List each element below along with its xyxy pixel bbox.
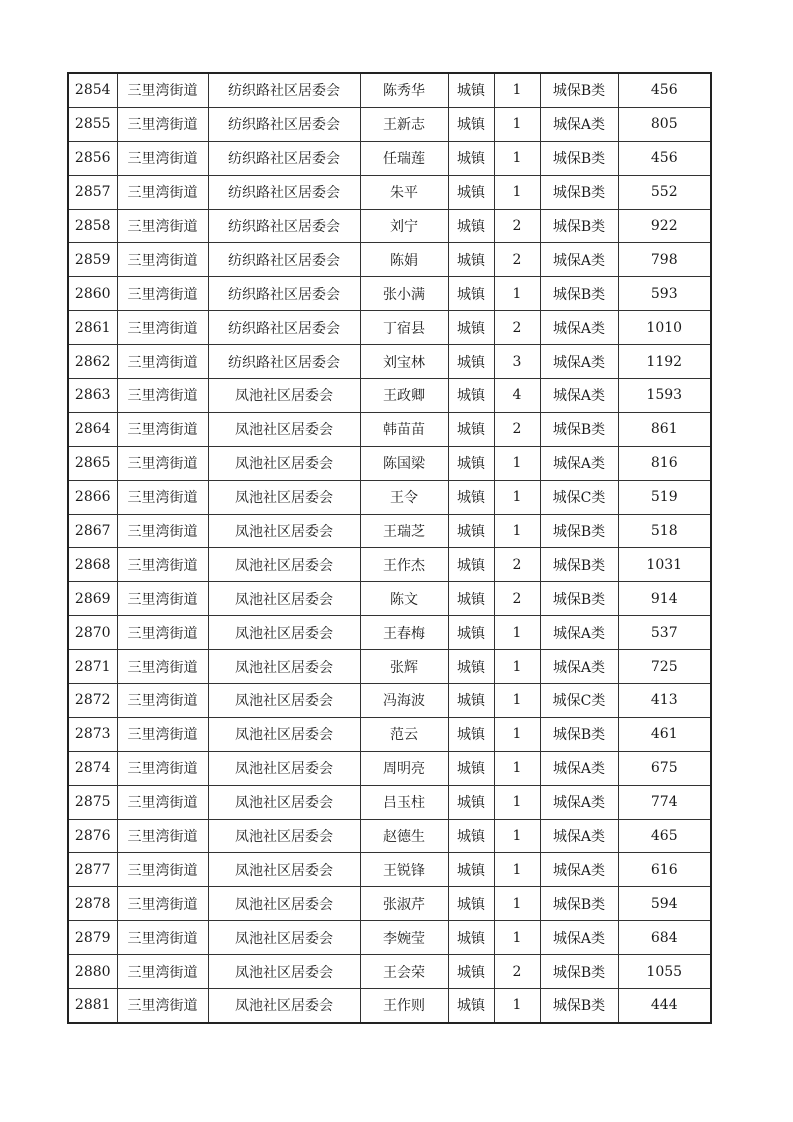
community-cell: 凤池社区居委会 [208,650,360,684]
household-size-cell: 2 [494,955,540,989]
table-row [68,480,711,514]
amount-cell: 805 [618,107,711,141]
street-cell: 三里湾街道 [117,345,208,379]
amount-cell: 552 [618,175,711,209]
serial-number-cell: 2872 [68,684,117,718]
serial-number-cell: 2855 [68,107,117,141]
street-cell: 三里湾街道 [117,650,208,684]
amount-cell: 1055 [618,955,711,989]
street-cell: 三里湾街道 [117,107,208,141]
street-cell: 三里湾街道 [117,785,208,819]
table-row [68,107,711,141]
amount-cell: 1593 [618,379,711,413]
table-row [68,379,711,413]
serial-number-cell: 2866 [68,480,117,514]
table-row [68,921,711,955]
category-cell: 城保B类 [540,514,618,548]
category-cell: 城保B类 [540,209,618,243]
category-cell: 城保A类 [540,446,618,480]
amount-cell: 1192 [618,345,711,379]
area-type-cell: 城镇 [448,548,494,582]
amount-cell: 444 [618,989,711,1023]
name-cell: 王新志 [360,107,448,141]
community-cell: 纺织路社区居委会 [208,73,360,107]
serial-number-cell: 2876 [68,819,117,853]
amount-cell: 798 [618,243,711,277]
serial-number-cell: 2862 [68,345,117,379]
amount-cell: 461 [618,717,711,751]
table-row [68,412,711,446]
table-body [68,73,711,1023]
community-cell: 纺织路社区居委会 [208,141,360,175]
category-cell: 城保B类 [540,73,618,107]
name-cell: 王作杰 [360,548,448,582]
area-type-cell: 城镇 [448,684,494,718]
name-cell: 冯海波 [360,684,448,718]
category-cell: 城保A类 [540,243,618,277]
street-cell: 三里湾街道 [117,480,208,514]
street-cell: 三里湾街道 [117,887,208,921]
area-type-cell: 城镇 [448,175,494,209]
name-cell: 吕玉柱 [360,785,448,819]
serial-number-cell: 2874 [68,751,117,785]
category-cell: 城保A类 [540,785,618,819]
name-cell: 赵德生 [360,819,448,853]
table-row [68,277,711,311]
community-cell: 纺织路社区居委会 [208,243,360,277]
household-size-cell: 3 [494,345,540,379]
serial-number-cell: 2879 [68,921,117,955]
name-cell: 任瑞莲 [360,141,448,175]
table-row [68,751,711,785]
community-cell: 凤池社区居委会 [208,955,360,989]
serial-number-cell: 2864 [68,412,117,446]
table-row [68,209,711,243]
name-cell: 王会荣 [360,955,448,989]
serial-number-cell: 2865 [68,446,117,480]
household-size-cell: 2 [494,582,540,616]
serial-number-cell: 2868 [68,548,117,582]
household-size-cell: 2 [494,311,540,345]
amount-cell: 816 [618,446,711,480]
amount-cell: 413 [618,684,711,718]
table-row [68,345,711,379]
amount-cell: 1031 [618,548,711,582]
table-row [68,582,711,616]
table-row [68,819,711,853]
area-type-cell: 城镇 [448,446,494,480]
serial-number-cell: 2873 [68,717,117,751]
category-cell: 城保A类 [540,311,618,345]
amount-cell: 593 [618,277,711,311]
community-cell: 凤池社区居委会 [208,819,360,853]
area-type-cell: 城镇 [448,243,494,277]
street-cell: 三里湾街道 [117,73,208,107]
household-size-cell: 1 [494,141,540,175]
area-type-cell: 城镇 [448,921,494,955]
street-cell: 三里湾街道 [117,175,208,209]
name-cell: 张辉 [360,650,448,684]
table-row [68,311,711,345]
household-size-cell: 1 [494,514,540,548]
community-cell: 凤池社区居委会 [208,785,360,819]
name-cell: 丁宿县 [360,311,448,345]
area-type-cell: 城镇 [448,819,494,853]
amount-cell: 518 [618,514,711,548]
community-cell: 纺织路社区居委会 [208,345,360,379]
amount-cell: 537 [618,616,711,650]
name-cell: 周明亮 [360,751,448,785]
household-size-cell: 1 [494,785,540,819]
area-type-cell: 城镇 [448,345,494,379]
serial-number-cell: 2871 [68,650,117,684]
table-row [68,887,711,921]
community-cell: 凤池社区居委会 [208,751,360,785]
amount-cell: 861 [618,412,711,446]
street-cell: 三里湾街道 [117,616,208,650]
category-cell: 城保B类 [540,582,618,616]
serial-number-cell: 2881 [68,989,117,1023]
community-cell: 凤池社区居委会 [208,616,360,650]
serial-number-cell: 2878 [68,887,117,921]
community-cell: 凤池社区居委会 [208,684,360,718]
household-size-cell: 1 [494,480,540,514]
street-cell: 三里湾街道 [117,514,208,548]
serial-number-cell: 2870 [68,616,117,650]
area-type-cell: 城镇 [448,311,494,345]
category-cell: 城保B类 [540,955,618,989]
name-cell: 刘宝林 [360,345,448,379]
category-cell: 城保B类 [540,175,618,209]
community-cell: 凤池社区居委会 [208,379,360,413]
area-type-cell: 城镇 [448,412,494,446]
street-cell: 三里湾街道 [117,243,208,277]
amount-cell: 675 [618,751,711,785]
category-cell: 城保B类 [540,989,618,1023]
community-cell: 凤池社区居委会 [208,514,360,548]
serial-number-cell: 2875 [68,785,117,819]
category-cell: 城保A类 [540,853,618,887]
category-cell: 城保A类 [540,107,618,141]
household-size-cell: 2 [494,548,540,582]
category-cell: 城保A类 [540,650,618,684]
amount-cell: 1010 [618,311,711,345]
name-cell: 陈娟 [360,243,448,277]
category-cell: 城保A类 [540,751,618,785]
name-cell: 王作则 [360,989,448,1023]
name-cell: 刘宁 [360,209,448,243]
table-row [68,175,711,209]
community-cell: 凤池社区居委会 [208,989,360,1023]
amount-cell: 456 [618,73,711,107]
serial-number-cell: 2861 [68,311,117,345]
name-cell: 李婉莹 [360,921,448,955]
area-type-cell: 城镇 [448,209,494,243]
table-row [68,684,711,718]
area-type-cell: 城镇 [448,514,494,548]
table-row [68,717,711,751]
community-cell: 纺织路社区居委会 [208,107,360,141]
name-cell: 王令 [360,480,448,514]
table-row [68,853,711,887]
street-cell: 三里湾街道 [117,717,208,751]
serial-number-cell: 2863 [68,379,117,413]
name-cell: 陈文 [360,582,448,616]
street-cell: 三里湾街道 [117,277,208,311]
table-row [68,989,711,1023]
area-type-cell: 城镇 [448,887,494,921]
household-size-cell: 1 [494,751,540,785]
community-cell: 凤池社区居委会 [208,446,360,480]
street-cell: 三里湾街道 [117,819,208,853]
community-cell: 凤池社区居委会 [208,717,360,751]
household-size-cell: 1 [494,73,540,107]
household-size-cell: 1 [494,446,540,480]
area-type-cell: 城镇 [448,582,494,616]
street-cell: 三里湾街道 [117,582,208,616]
household-size-cell: 1 [494,650,540,684]
serial-number-cell: 2880 [68,955,117,989]
street-cell: 三里湾街道 [117,955,208,989]
table-row [68,548,711,582]
community-cell: 纺织路社区居委会 [208,311,360,345]
community-cell: 凤池社区居委会 [208,412,360,446]
area-type-cell: 城镇 [448,650,494,684]
amount-cell: 914 [618,582,711,616]
street-cell: 三里湾街道 [117,684,208,718]
community-cell: 纺织路社区居委会 [208,209,360,243]
name-cell: 朱平 [360,175,448,209]
serial-number-cell: 2877 [68,853,117,887]
household-size-cell: 1 [494,684,540,718]
table-row [68,955,711,989]
relief-roster-table [67,72,712,1024]
table-row [68,616,711,650]
household-size-cell: 4 [494,379,540,413]
community-cell: 纺织路社区居委会 [208,277,360,311]
community-cell: 凤池社区居委会 [208,887,360,921]
name-cell: 王锐锋 [360,853,448,887]
amount-cell: 456 [618,141,711,175]
street-cell: 三里湾街道 [117,311,208,345]
table-row [68,514,711,548]
category-cell: 城保A类 [540,345,618,379]
street-cell: 三里湾街道 [117,751,208,785]
name-cell: 范云 [360,717,448,751]
community-cell: 凤池社区居委会 [208,921,360,955]
amount-cell: 465 [618,819,711,853]
category-cell: 城保B类 [540,141,618,175]
household-size-cell: 1 [494,107,540,141]
name-cell: 陈国梁 [360,446,448,480]
category-cell: 城保A类 [540,379,618,413]
community-cell: 纺织路社区居委会 [208,175,360,209]
category-cell: 城保B类 [540,717,618,751]
category-cell: 城保C类 [540,480,618,514]
serial-number-cell: 2858 [68,209,117,243]
household-size-cell: 1 [494,921,540,955]
household-size-cell: 1 [494,989,540,1023]
name-cell: 韩苗苗 [360,412,448,446]
street-cell: 三里湾街道 [117,412,208,446]
household-size-cell: 1 [494,887,540,921]
serial-number-cell: 2867 [68,514,117,548]
amount-cell: 725 [618,650,711,684]
community-cell: 凤池社区居委会 [208,548,360,582]
area-type-cell: 城镇 [448,751,494,785]
category-cell: 城保A类 [540,616,618,650]
area-type-cell: 城镇 [448,379,494,413]
household-size-cell: 2 [494,412,540,446]
amount-cell: 922 [618,209,711,243]
amount-cell: 684 [618,921,711,955]
area-type-cell: 城镇 [448,141,494,175]
table-row [68,650,711,684]
table-row [68,446,711,480]
household-size-cell: 2 [494,209,540,243]
category-cell: 城保C类 [540,684,618,718]
amount-cell: 519 [618,480,711,514]
area-type-cell: 城镇 [448,480,494,514]
street-cell: 三里湾街道 [117,446,208,480]
table-row [68,785,711,819]
community-cell: 凤池社区居委会 [208,853,360,887]
community-cell: 凤池社区居委会 [208,480,360,514]
street-cell: 三里湾街道 [117,989,208,1023]
area-type-cell: 城镇 [448,955,494,989]
area-type-cell: 城镇 [448,616,494,650]
name-cell: 张小满 [360,277,448,311]
area-type-cell: 城镇 [448,73,494,107]
street-cell: 三里湾街道 [117,141,208,175]
household-size-cell: 1 [494,277,540,311]
household-size-cell: 1 [494,853,540,887]
area-type-cell: 城镇 [448,785,494,819]
amount-cell: 774 [618,785,711,819]
amount-cell: 616 [618,853,711,887]
street-cell: 三里湾街道 [117,548,208,582]
area-type-cell: 城镇 [448,853,494,887]
street-cell: 三里湾街道 [117,379,208,413]
street-cell: 三里湾街道 [117,853,208,887]
area-type-cell: 城镇 [448,717,494,751]
category-cell: 城保B类 [540,548,618,582]
amount-cell: 594 [618,887,711,921]
household-size-cell: 1 [494,175,540,209]
serial-number-cell: 2854 [68,73,117,107]
category-cell: 城保B类 [540,887,618,921]
name-cell: 王瑞芝 [360,514,448,548]
household-size-cell: 1 [494,819,540,853]
community-cell: 凤池社区居委会 [208,582,360,616]
area-type-cell: 城镇 [448,989,494,1023]
area-type-cell: 城镇 [448,277,494,311]
category-cell: 城保B类 [540,277,618,311]
serial-number-cell: 2857 [68,175,117,209]
name-cell: 王政卿 [360,379,448,413]
serial-number-cell: 2856 [68,141,117,175]
household-size-cell: 1 [494,616,540,650]
serial-number-cell: 2869 [68,582,117,616]
serial-number-cell: 2860 [68,277,117,311]
serial-number-cell: 2859 [68,243,117,277]
name-cell: 陈秀华 [360,73,448,107]
street-cell: 三里湾街道 [117,921,208,955]
category-cell: 城保B类 [540,412,618,446]
area-type-cell: 城镇 [448,107,494,141]
household-size-cell: 1 [494,717,540,751]
table-row [68,73,711,107]
name-cell: 王春梅 [360,616,448,650]
table-row [68,141,711,175]
category-cell: 城保A类 [540,921,618,955]
household-size-cell: 2 [494,243,540,277]
name-cell: 张淑芹 [360,887,448,921]
category-cell: 城保A类 [540,819,618,853]
table-row [68,243,711,277]
street-cell: 三里湾街道 [117,209,208,243]
